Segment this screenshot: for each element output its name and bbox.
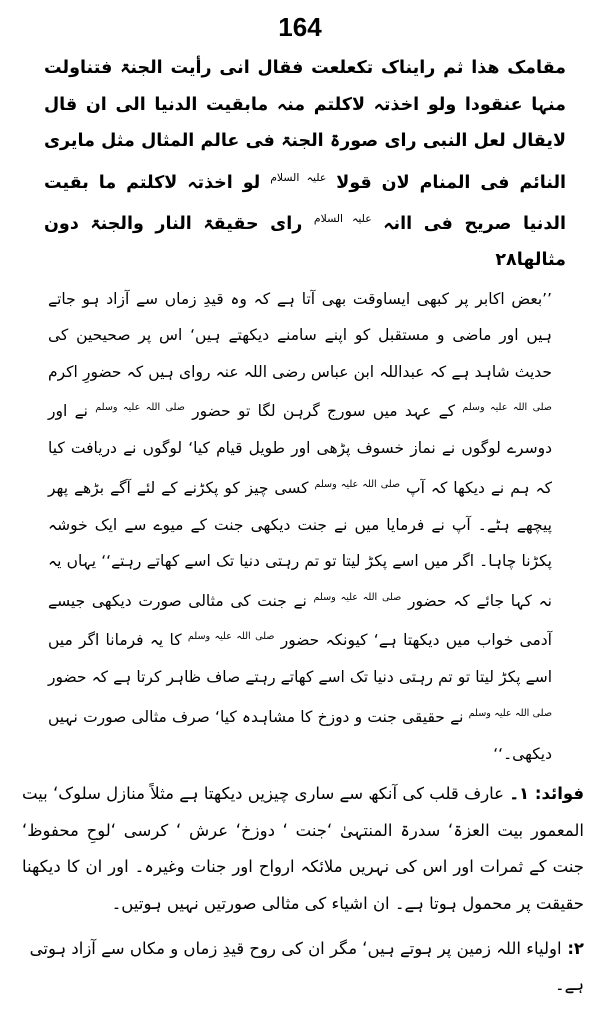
benefit-two-lead: ۲:	[561, 938, 584, 958]
salutation-mark: علیہ السلام	[313, 211, 372, 225]
page-number: 164	[278, 12, 322, 42]
quote-text-5: نے جنت کی مثالی صورت دیکھی جیسے آدمی خواب میں دیکھتا ہے‘ کیونکہ حضور	[48, 591, 552, 650]
quote-text-7: نے حقیقی جنت و دوزخ کا مشاہدہ کیا‘ صرف مثالی صورت نہیں دیکھی۔‘‘	[48, 707, 552, 763]
salutation-mark: علیہ السلام	[270, 170, 327, 184]
quote-text-4: کسی چیز کو پکڑنے کے لئے آگے بڑھے پھر پیچھے ہٹے۔ آپ نے فرمایا میں نے جنت دیکھی جنت کے میوے سے ایک خوشہ پکڑنا چاہا۔ اگر میں اسے پکڑ لیتا تو تم رہتی دنیا تک اسے کھاتے رہتے‘‘ یہاں یہ نہ کہا جائے کہ حضور	[48, 478, 552, 610]
arabic-hadith-paragraph	[44, 50, 566, 279]
salutation-mark: صلی اللہ علیہ وسلم	[314, 478, 401, 490]
arabic-text-2: لو اخذتہ لاکلتم ما بقیت الدنیا صریح فی اانہ	[44, 172, 566, 234]
quote-text-6: کا یہ فرمانا اگر میں اسے پکڑ لیتا تو تم رہتی دنیا تک اسے کھاتے رہتے صاف ظاہر کرتا ہے کہ حضور	[48, 631, 552, 687]
arabic-text-3: رای حقیقۃ النار والجنۃ دون مثالھا۲۸	[44, 213, 566, 271]
salutation-mark: صلی اللہ علیہ وسلم	[313, 591, 402, 603]
salutation-mark: صلی اللہ علیہ وسلم	[462, 402, 552, 414]
arabic-text-1: مقامک هذا ثم رایناک تکعلعت فقال انی رأیت الجنۃ فتناولت منہا عنقودا ولو اخذتہ لاکلتم منہ مابقیت الدنیا الی ان قال لایقال لعل النبی رای صورۃ الجنۃ فی عالم المثال مثل مایری النائم فی المنام لان قولا	[44, 58, 567, 193]
benefits-text: عارف قلب کی آنکھ سے ساری چیزیں دیکھتا ہے مثلاً منازل سلوک‘ بیت المعمور بیت العزۃ‘ سدرۃ المنتہیٰ ‘جنت ‘ دوزخ‘ عرش ‘ کرسی ‘لوحِ محفوظ‘ جنت کے ثمرات اور اس کی نہریں ملائکہ ارواح اور جنات وغیرہ۔ اور ان کا دیکھنا حقیقت پر محمول ہوتا ہے۔ ان اشیاء کی مثالی صورتیں نہیں ہوتیں۔	[22, 784, 584, 913]
salutation-mark: صلی اللہ علیہ وسلم	[187, 631, 275, 643]
quote-text-3: نے اور دوسرے لوگوں نے نماز خسوف پڑھی اور طویل قیام کیا‘ لوگوں نے دریافت کیا کہ ہم نے دیکھا کہ آپ	[48, 402, 552, 497]
quote-text-1: ’’بعض اکابر پر کبھی ایساوقت بھی آتا ہے کہ وہ قیدِ زماں سے آزاد ہو جاتے ہیں اور ماضی و مستقبل کو اپنے سامنے دیکھتے ہیں‘ اس پر صحیحین کی حدیث شاہد ہے کہ عبداللہ ابن عباس رضی اللہ عنہ روای ہیں کہ حضورِ اکرم	[48, 289, 552, 381]
salutation-mark: صلی اللہ علیہ وسلم	[95, 402, 185, 414]
quote-text-2: کے عہد میں سورج گرہن لگا تو حضور	[192, 402, 456, 421]
salutation-mark: صلی اللہ علیہ وسلم	[468, 707, 552, 719]
benefit-two-paragraph	[22, 931, 584, 1003]
benefits-paragraph	[22, 776, 584, 922]
urdu-quote-paragraph	[44, 281, 556, 773]
benefits-lead: فوائد: ۱۔	[509, 784, 584, 804]
benefit-two-text: اولیاء اللہ زمین پر ہوتے ہیں‘ مگر ان کی روح قیدِ زماں و مکاں سے آزاد ہوتی ہے۔	[29, 938, 584, 994]
